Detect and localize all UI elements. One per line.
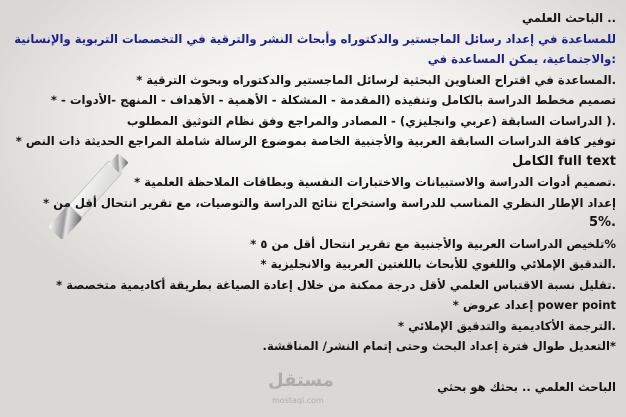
bullet-line: إعداد الإطار النظري المناسب للدراسة واستخراج نتائج الدراسة والتوصيات، مع تقرير انتحال أقل من * [43,195,616,210]
bullet-line: .الترجمة الأكاديمية والتدقيق الإملائي * [398,318,616,333]
watermark-logo: مستقل [268,370,334,391]
bullet-line: *التعديل طوال فترة إعداد البحث وحتى إتمام النشر/ المناقشة. [262,339,616,353]
bullet-line: .5% [588,215,616,230]
bullet-line: %تلخيص الدراسات العربية والأجنبية مع تقرير انتحال أقل من ٥ * [250,236,616,251]
bullet-line: .تقليل نسبة الاقتباس العلمي لأقل درجة ممكنة من خلال إعادة الصياغة بطريقة أكاديمية متخصصة * [56,277,616,292]
signature-line: الباحث العلمي .. بحثك هو بحثي [437,380,616,394]
bullet-line: .( الدراسات السابقة (عربي وانجليزي) - المصادر والمراجع وفق نظام التوثيق المطلوب [126,113,616,128]
bullet-line: .المساعدة في اقتراح العناوين البحثية لرسائل الماجستير والدكتوراه وبحوث الترقية * [136,72,616,87]
bullet-line: power point إعداد عروض * [452,298,616,312]
intro-line: للمساعدة في إعداد رسائل الماجستير والدكتوراه وأبحاث النشر والترقية في التخصصات التربوية والإنسانية [14,31,616,46]
bullet-line: .التدقيق الإملائي واللغوي للأبحاث باللغتين العربية والانجليزية * [260,257,616,271]
intro-line: :والاجتماعية، يمكن المساعدة في [427,52,616,66]
blank-line [8,357,616,378]
bullet-line: توفير كافة الدراسات السابقة العربية والأجنبية الخاصة بموضوع الرسالة شاملة المراجع الحديثة ذات النص * [15,134,616,148]
bullet-line: تصميم مخطط الدراسة بالكامل وتنفيذه (المقدمة - المشكلة - الأهمية - الأهداف - المنهج -الأدوات - * [50,93,616,107]
bullet-line: full text الكامل [512,153,616,169]
bullet-line: .تصميم أدوات الدراسة والاستبيانات والاختبارات النفسية وبطاقات الملاحظة العلمية * [134,175,616,189]
watermark-domain: mostaql.com [272,396,324,405]
heading-line: .. الباحث العلمي [521,11,616,25]
document-body [8,8,616,398]
